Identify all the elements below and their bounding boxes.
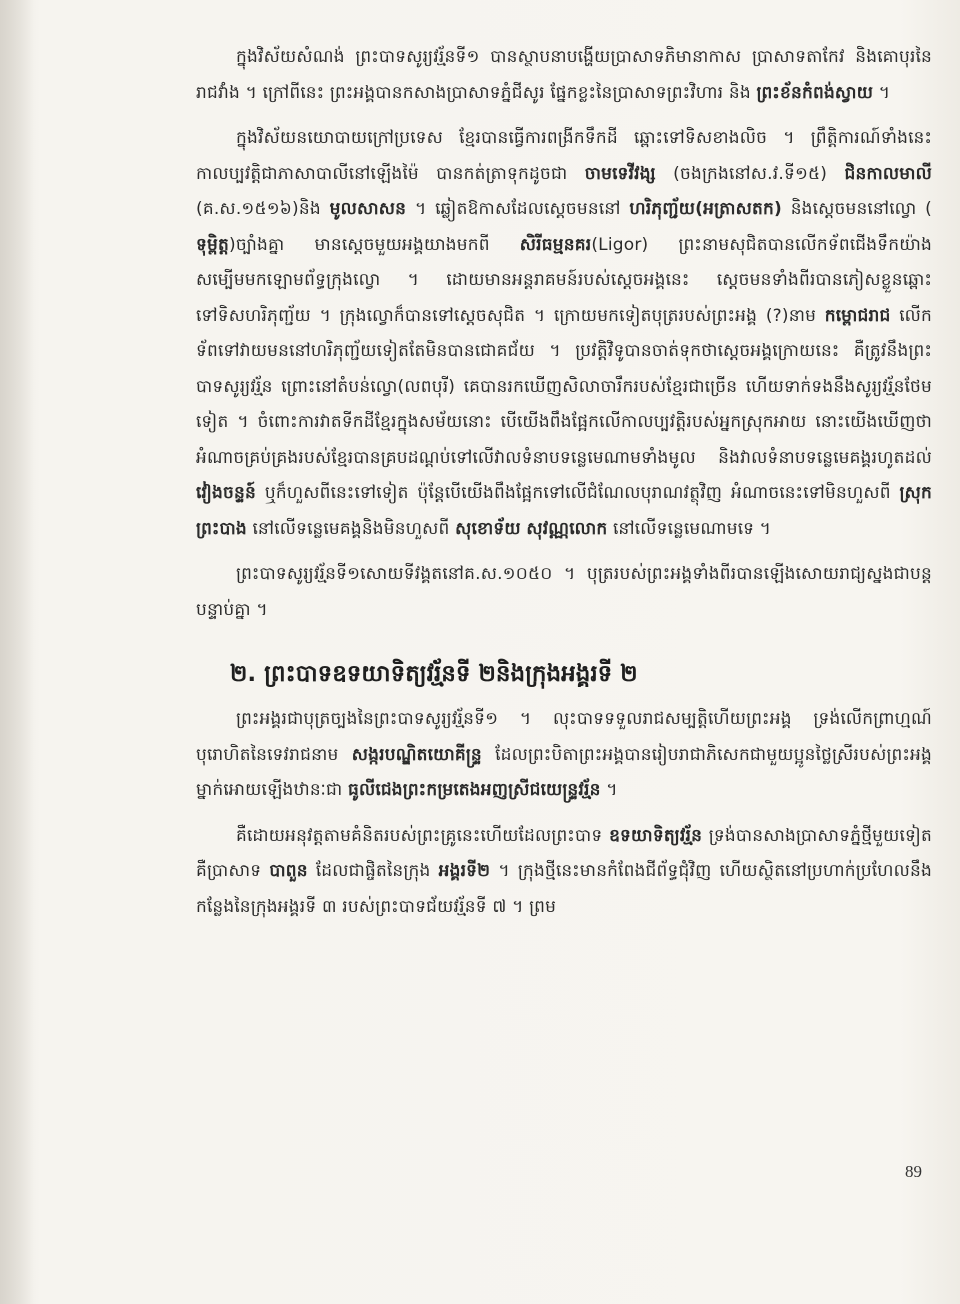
binding-shadow <box>0 0 34 1304</box>
text-run: ព្រះបាទសូរ្យវរ្ម័នទី១សោយទីវង្គតនៅគ.ស.១០៥០ ។ បុត្ររបស់ព្រះអង្គទាំងពីរបានឡើងសោយរាជ្យស្នងជាបន្តបន្ទាប់គ្នា ។ <box>196 564 932 620</box>
text-run: (គ.ស.១៥១៦)និង <box>196 199 330 219</box>
text-run: ។ ក្រុងថ្មីនេះមានកំពែងជីព័ទ្ធជុំវិញ ហើយស្ថិតនៅប្រហាក់ប្រហែលនឹងកន្លែងនៃក្រុងអង្គរទី ៣ របស់ព្រះបាទជ័យវរ្ម័នទី ៧ ។ ព្រម <box>196 861 933 917</box>
text-run: និងស្តេចមននៅល្វោ ( <box>781 199 932 219</box>
bold-term: ធូលីជេងព្រះកម្រតេងអញស្រីជយេន្ទ្រវរ្ម័ន <box>348 780 601 800</box>
text-run: ក្នុងវិស័យនយោបាយក្រៅប្រទេស ខ្មែរបានធ្វើការពង្រីកទឹកដី ឆ្ពោះទៅទិសខាងលិច ។ ព្រឹត្តិការណ៍ទាំងនេះ កាលប្បវត្តិជាភាសាបាលីនៅឡើងម៉ៃ បានកត់ត្រាទុកដូចជា <box>196 128 932 184</box>
text-run: លើកទ័ពទៅវាយមននៅហរិភុញ្ជ័យទៀតតែមិនបានជោគជ័យ ។ ប្រវត្តិវិទូបានចាត់ទុកថាស្តេចអង្គក្រោយនេះ គឺត្រូវនឹងព្រះបាទសូរ្យវរ្ម័ន ព្រោះនៅតំបន់ល្វោ(លពបុរី) គេបានរកឃើញសិលាចារឹករបស់ខ្មែរជាច្រើន ហើយទាក់ទងនឹងសូរ្យវរ្ម័នថែមទៀត ។ ចំពោះការវាតទីកដីខ្មែរក្នុងសម័យនោះ បើយើងពឹងផ្អែកលើកាលប្បវត្តិរបស់អ្នកស្រុកអាយ នោះយើងឃើញថាអំណាចគ្រប់គ្រងរបស់ខ្មែរបានគ្របដណ្តប់ទៅលើវាលទំនាបទន្លេមេណាមទាំងមូល និងវាលទំនាបទន្លេមេគង្គរហូតដល់ <box>196 305 932 468</box>
bold-term: មូលសាសន <box>329 199 407 219</box>
text-run: ។ <box>600 780 618 800</box>
text-run: ព្រះអង្គរជាបុត្រច្បងនៃព្រះបាទសូរ្យវរ្ម័នទី១ ។ លុះបាទទទួលរាជសម្បត្តិហើយព្រះអង្គ ទ្រង់លើកព្រាហ្មណ៍បុរោហិតនៃទេវរាជនាម <box>196 709 932 765</box>
text-run: នៅលើទន្លេមេគង្គនិងមិនហួសពី <box>246 518 456 539</box>
bold-term: ហរិភុញ្ជ័យ(អត្រាសតក) <box>629 199 782 219</box>
text-run: ដែលជាផ្ចិតនៃក្រុង <box>307 861 439 881</box>
section-heading: ២. ព្រះបាទឧទយាទិត្យវរ្ម័នទី ២និងក្រុងអង្គរទី ២ <box>230 661 638 687</box>
paragraph-death-of-king <box>196 557 932 628</box>
paragraph-baphuon <box>196 819 932 926</box>
text-run: ដែលព្រះបិតាព្រះអង្គបានរៀបរាជាភិសេកជាមួយប្អូនថ្លៃស្រីរបស់ព្រះអង្គម្នាក់អោយឡើងឋានៈជា <box>196 744 932 800</box>
text-run: )ច្បាំងគ្នា មានស្តេចមួយអង្គយាងមកពី <box>228 234 520 255</box>
paragraph-construction <box>196 40 932 111</box>
paragraph-eldest-son <box>196 702 932 809</box>
bold-term: បាពួន <box>269 861 308 881</box>
text-run: ទ្រង់បានសាងប្រាសាទភ្នំថ្មីមួយទៀត គឺប្រាសាទ <box>196 825 933 881</box>
text-run: គឺដោយអនុវត្តតាមគំនិតរបស់ព្រះគ្រូនេះហើយដែលព្រះបាទ <box>236 825 610 846</box>
bold-term: សុខោទ័យ <box>455 518 521 539</box>
page-body <box>196 40 932 935</box>
text-run: (ចងក្រងនៅស.វ.ទី១៥) <box>655 163 845 184</box>
bold-term: ព្រះខ័ន​កំពង់​ស្វាយ <box>756 82 874 103</box>
bold-term: ឧទយាទិត្យវរ្ម័ន <box>609 825 703 846</box>
bold-term: វៀងចន្ទន៍ <box>196 483 257 503</box>
bold-term: អង្គរទី២ <box>438 861 491 881</box>
bold-term: សុវណ្ណលោក <box>526 518 608 539</box>
bold-term: សិរីធម្មនគរ <box>519 234 592 255</box>
page-number: 89 <box>905 1162 922 1181</box>
bold-term: ជិនកាលមាលី <box>844 163 932 184</box>
text-run: ក្នុងវិស័យសំណង់ ព្រះបាទសូរ្យវរ្ម័នទី១ បានស្ថាបនាបង្ហើយប្រាសាទភិមានាកាស ប្រាសាទតាកែវ និងគោបុរនៃរាជវាំង ។ ក្រៅពីនេះ ព្រះអង្គបានកសាងប្រាសាទភ្នំជីសូរ ផ្នែកខ្លះនៃប្រាសាទព្រះវិហារ និង <box>196 47 932 103</box>
text-run: (Ligor) ព្រះនាមសុជិតបានលើកទ័ពជើងទឹកយ៉ាងសម្បើមមកឡោមព័ទ្ធក្រុងល្វោ ។ ដោយមានអន្តរាគមន៍របស់ស្តេចអង្គនេះ ស្តេចមនទាំងពីរបានភៀសខ្លួនឆ្ពោះទៅទិសហរិភុញ្ជ័យ ។ ក្រុងល្វោក៏បានទៅស្តេចសុជិត ។ ក្រោយមកទៀតបុត្ររបស់ព្រះអង្គ (?)នាម <box>196 234 932 326</box>
bold-term: ស្រុកព្រះបាង <box>196 483 932 539</box>
text-run: ឬក៏ហួសពីនេះទៅទៀត ប៉ុន្តែបើយើងពឹងផ្អែកទៅលើជំណែលបុរាណវត្ថុវិញ អំណាចនេះទៅមិនហួសពី <box>256 483 900 503</box>
text-run: ។ <box>873 82 891 103</box>
bold-term: កម្ពោជរាជ <box>824 305 891 326</box>
paragraph-foreign-policy <box>196 121 932 547</box>
bold-term: ចាមទេវីវង្ស <box>584 163 656 184</box>
text-run: នៅលើទន្លេមេណាមទេ ។ <box>607 518 772 539</box>
bold-term: ទុម្ពិត្ត <box>196 234 229 255</box>
text-run: ។ ឆ្លៀតឱកាសដែលស្តេចមននៅ <box>406 199 630 219</box>
bold-term: សង្ករបណ្ឌិតយោគីន្ទ្រ <box>351 744 482 765</box>
